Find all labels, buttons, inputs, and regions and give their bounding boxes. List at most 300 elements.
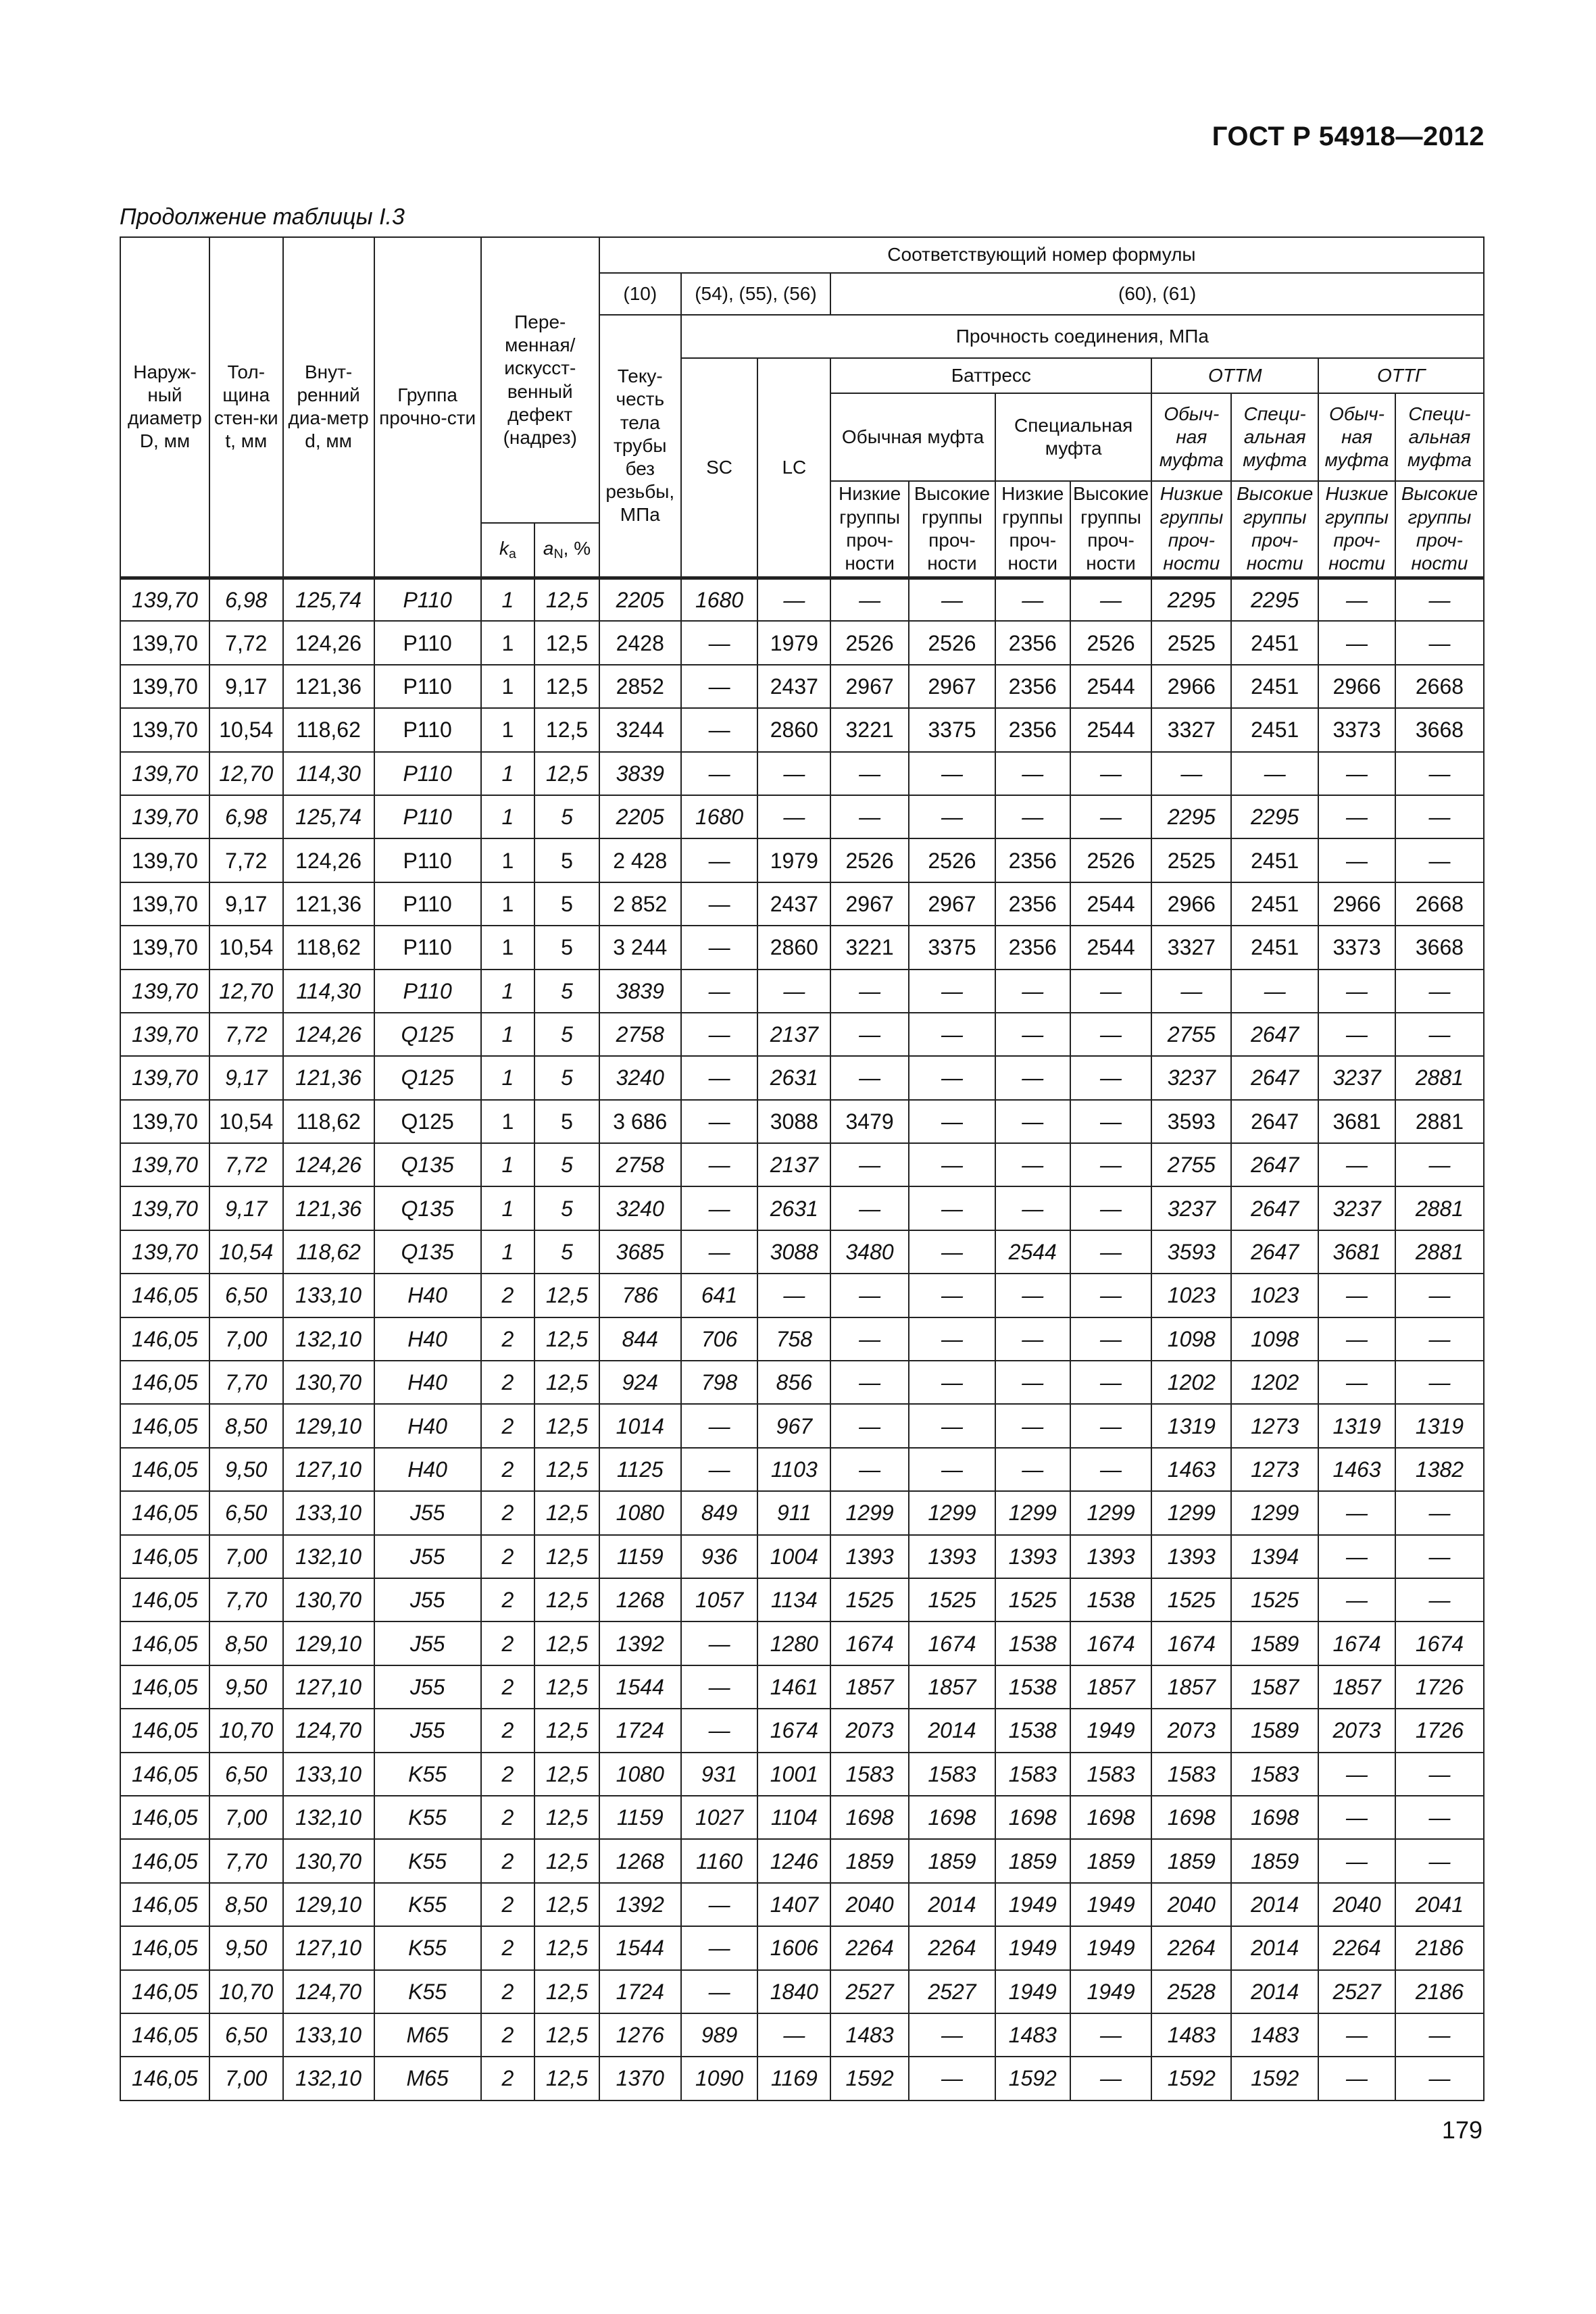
table-cell: 10,70: [209, 1709, 283, 1752]
table-cell: 146,05: [120, 1578, 209, 1621]
table-cell: 1674: [1395, 1621, 1484, 1665]
table-cell: 856: [757, 1361, 830, 1404]
table-cell: 2451: [1231, 838, 1318, 882]
table-cell: H40: [374, 1361, 481, 1404]
table-cell: 2040: [1151, 1883, 1231, 1926]
table-cell: 2295: [1231, 578, 1318, 621]
table-cell: J55: [374, 1665, 481, 1709]
header-formula-54: (54), (55), (56): [681, 273, 831, 315]
table-cell: 1583: [830, 1753, 909, 1796]
header-low-groups: Низкие группы проч-ности: [1151, 481, 1231, 578]
table-cell: —: [681, 1404, 758, 1447]
table-cell: 1280: [757, 1621, 830, 1665]
table-cell: P110: [374, 926, 481, 969]
table-cell: 1949: [1070, 1970, 1152, 2013]
table-cell: 3681: [1318, 1230, 1395, 1274]
header-formula-60: (60), (61): [830, 273, 1484, 315]
table-cell: 146,05: [120, 1970, 209, 2013]
table-cell: 931: [681, 1753, 758, 1796]
table-cell: 1299: [1231, 1491, 1318, 1534]
table-cell: 2356: [995, 665, 1070, 708]
table-cell: —: [1070, 1317, 1152, 1361]
table-cell: 12,5: [534, 1317, 599, 1361]
table-cell: —: [681, 1186, 758, 1230]
table-cell: —: [1318, 838, 1395, 882]
table-cell: 3221: [830, 926, 909, 969]
table-cell: 2668: [1395, 665, 1484, 708]
table-cell: Q135: [374, 1143, 481, 1186]
table-cell: 2881: [1395, 1100, 1484, 1143]
table-cell: —: [1070, 2013, 1152, 2057]
table-cell: —: [681, 1230, 758, 1274]
table-cell: —: [1318, 578, 1395, 621]
table-cell: —: [909, 1100, 995, 1143]
table-cell: 2356: [995, 621, 1070, 664]
table-cell: 2: [481, 1926, 535, 1969]
table-cell: 3240: [599, 1056, 681, 1099]
table-cell: P110: [374, 838, 481, 882]
table-cell: K55: [374, 1970, 481, 2013]
table-cell: K55: [374, 1753, 481, 1796]
table-cell: 2755: [1151, 1143, 1231, 1186]
table-cell: 1857: [1070, 1665, 1152, 1709]
table-cell: 1273: [1231, 1448, 1318, 1491]
table-cell: 1698: [1070, 1796, 1152, 1839]
table-cell: 2014: [1231, 1926, 1318, 1969]
table-cell: —: [995, 1448, 1070, 1491]
table-cell: 2: [481, 2057, 535, 2100]
table-cell: 2356: [995, 838, 1070, 882]
table-cell: 2525: [1151, 838, 1231, 882]
table-cell: 139,70: [120, 1186, 209, 1230]
table-cell: —: [681, 1970, 758, 2013]
table-cell: 3839: [599, 970, 681, 1013]
table-cell: 3839: [599, 752, 681, 795]
table-cell: 2: [481, 1535, 535, 1578]
table-cell: 3327: [1151, 926, 1231, 969]
table-cell: —: [1395, 1491, 1484, 1534]
table-cell: 2966: [1151, 882, 1231, 926]
page-number: 179: [1441, 2116, 1482, 2144]
table-cell: —: [1070, 970, 1152, 1013]
table-cell: 1949: [995, 1970, 1070, 2013]
header-outer-diameter: Наруж-ный диаметр D, мм: [120, 237, 209, 578]
table-cell: 146,05: [120, 1665, 209, 1709]
table-cell: 3375: [909, 926, 995, 969]
table-cell: 12,5: [534, 1970, 599, 2013]
table-cell: 1840: [757, 1970, 830, 2013]
table-cell: 1674: [830, 1621, 909, 1665]
table-cell: 127,10: [283, 1665, 374, 1709]
table-cell: 3237: [1151, 1186, 1231, 1230]
table-cell: 1680: [681, 578, 758, 621]
table-cell: —: [909, 1274, 995, 1317]
table-cell: —: [1395, 1535, 1484, 1578]
table-cell: 1: [481, 1013, 535, 1056]
table-cell: —: [830, 1056, 909, 1099]
table-cell: —: [1395, 2013, 1484, 2057]
table-cell: 1698: [830, 1796, 909, 1839]
table-cell: 5: [534, 838, 599, 882]
table-cell: —: [1070, 1013, 1152, 1056]
table-cell: 139,70: [120, 665, 209, 708]
table-cell: —: [1395, 1143, 1484, 1186]
table-cell: 146,05: [120, 1274, 209, 1317]
table-cell: 9,17: [209, 665, 283, 708]
table-cell: —: [1070, 1230, 1152, 1274]
table-cell: —: [681, 1665, 758, 1709]
table-cell: 3221: [830, 708, 909, 751]
table-cell: 2525: [1151, 621, 1231, 664]
table-cell: 12,5: [534, 1448, 599, 1491]
table-cell: —: [1318, 1796, 1395, 1839]
table-cell: 1268: [599, 1578, 681, 1621]
table-cell: —: [909, 2057, 995, 2100]
table-cell: 2544: [1070, 882, 1152, 926]
table-cell: 1859: [1231, 1839, 1318, 1882]
table-cell: 1202: [1151, 1361, 1231, 1404]
table-cell: 758: [757, 1317, 830, 1361]
table-cell: 2758: [599, 1013, 681, 1056]
table-cell: 3237: [1318, 1186, 1395, 1230]
table-cell: 139,70: [120, 1100, 209, 1143]
table-cell: 2: [481, 1317, 535, 1361]
table-cell: —: [1070, 1404, 1152, 1447]
table-cell: 7,70: [209, 1839, 283, 1882]
table-cell: 1393: [995, 1535, 1070, 1578]
table-cell: 124,26: [283, 1013, 374, 1056]
table-row: [120, 1753, 1484, 1796]
table-cell: 1370: [599, 2057, 681, 2100]
table-cell: 2967: [909, 665, 995, 708]
table-cell: 2: [481, 1796, 535, 1839]
table-cell: —: [830, 1361, 909, 1404]
table-cell: 7,70: [209, 1578, 283, 1621]
table-cell: 6,50: [209, 1753, 283, 1796]
table-cell: —: [830, 970, 909, 1013]
table-cell: 1299: [1070, 1491, 1152, 1534]
table-cell: 3479: [830, 1100, 909, 1143]
table-cell: 12,5: [534, 578, 599, 621]
table-row: [120, 1404, 1484, 1447]
table-row: [120, 795, 1484, 838]
table-cell: —: [1318, 2013, 1395, 2057]
table-cell: 1: [481, 621, 535, 664]
table-cell: 133,10: [283, 1753, 374, 1796]
table-cell: —: [1231, 752, 1318, 795]
table-cell: 706: [681, 1317, 758, 1361]
table-cell: 1: [481, 708, 535, 751]
table-cell: 114,30: [283, 752, 374, 795]
table-cell: 1394: [1231, 1535, 1318, 1578]
header-high-groups: Высокие группы проч-ности: [909, 481, 995, 578]
table-cell: —: [995, 795, 1070, 838]
table-cell: 1859: [995, 1839, 1070, 1882]
table-cell: —: [830, 1317, 909, 1361]
table-cell: 1169: [757, 2057, 830, 2100]
table-cell: 924: [599, 1361, 681, 1404]
table-cell: 132,10: [283, 2057, 374, 2100]
table-cell: 1103: [757, 1448, 830, 1491]
table-cell: 5: [534, 1186, 599, 1230]
table-cell: 1949: [1070, 1926, 1152, 1969]
table-cell: 2647: [1231, 1230, 1318, 1274]
table-cell: —: [1318, 1274, 1395, 1317]
table-cell: —: [1318, 1578, 1395, 1621]
table-cell: —: [1395, 1753, 1484, 1796]
table-cell: K55: [374, 1796, 481, 1839]
table-cell: 6,50: [209, 1491, 283, 1534]
table-cell: 1583: [995, 1753, 1070, 1796]
table-cell: 1393: [1151, 1535, 1231, 1578]
table-cell: —: [1395, 1361, 1484, 1404]
table-row: [120, 1883, 1484, 1926]
table-cell: 2544: [995, 1230, 1070, 1274]
table-cell: 121,36: [283, 882, 374, 926]
table-cell: 2647: [1231, 1100, 1318, 1143]
table-cell: 12,5: [534, 1883, 599, 1926]
table-cell: 2966: [1318, 665, 1395, 708]
table-cell: 2: [481, 2013, 535, 2057]
table-cell: 1080: [599, 1491, 681, 1534]
table-cell: 1589: [1231, 1621, 1318, 1665]
header-high-groups: Высокие группы проч-ности: [1231, 481, 1318, 578]
table-cell: 2526: [1070, 621, 1152, 664]
table-cell: 2437: [757, 665, 830, 708]
table-cell: P110: [374, 665, 481, 708]
table-cell: 124,70: [283, 1970, 374, 2013]
table-cell: 7,00: [209, 1796, 283, 1839]
table-cell: 1538: [995, 1621, 1070, 1665]
table-cell: 12,5: [534, 1926, 599, 1969]
table-cell: 146,05: [120, 1839, 209, 1882]
table-cell: —: [1231, 970, 1318, 1013]
table-cell: 2: [481, 1753, 535, 1796]
table-cell: 1525: [909, 1578, 995, 1621]
table-cell: 2: [481, 1709, 535, 1752]
table-cell: 1674: [1318, 1621, 1395, 1665]
table-cell: Q125: [374, 1013, 481, 1056]
table-cell: 1104: [757, 1796, 830, 1839]
table-cell: P110: [374, 970, 481, 1013]
table-row: [120, 1796, 1484, 1839]
table-cell: 1299: [995, 1491, 1070, 1534]
table-cell: 9,17: [209, 882, 283, 926]
table-cell: 2264: [830, 1926, 909, 1969]
table-cell: —: [681, 1448, 758, 1491]
table-cell: 2356: [995, 926, 1070, 969]
table-row: [120, 1317, 1484, 1361]
table-cell: —: [830, 752, 909, 795]
table-cell: 1392: [599, 1621, 681, 1665]
table-cell: 1949: [995, 1926, 1070, 1969]
table-cell: —: [1151, 970, 1231, 1013]
table-cell: 2205: [599, 578, 681, 621]
table-cell: 132,10: [283, 1796, 374, 1839]
table-cell: 1583: [1151, 1753, 1231, 1796]
table-cell: —: [1070, 1361, 1152, 1404]
table-cell: —: [1318, 795, 1395, 838]
table-cell: 5: [534, 970, 599, 1013]
table-cell: 1592: [830, 2057, 909, 2100]
table-cell: —: [1318, 621, 1395, 664]
table-cell: —: [681, 1926, 758, 1969]
table-cell: 1859: [1070, 1839, 1152, 1882]
header-ka: $k_a$: [481, 523, 535, 578]
table-cell: 1698: [1151, 1796, 1231, 1839]
table-cell: 139,70: [120, 926, 209, 969]
table-cell: 1525: [1231, 1578, 1318, 1621]
table-cell: —: [757, 2013, 830, 2057]
table-row: [120, 1535, 1484, 1578]
table-cell: 139,70: [120, 795, 209, 838]
table-cell: 2295: [1151, 578, 1231, 621]
table-cell: —: [1070, 1274, 1152, 1317]
table-cell: —: [681, 1143, 758, 1186]
table-cell: 6,98: [209, 795, 283, 838]
table-cell: 2014: [1231, 1883, 1318, 1926]
table-row: [120, 1578, 1484, 1621]
table-cell: 146,05: [120, 1361, 209, 1404]
header-inner-diameter: Внут-ренний диа-метр d, мм: [283, 237, 374, 578]
table-cell: 124,26: [283, 838, 374, 882]
table-cell: 3237: [1151, 1056, 1231, 1099]
table-cell: —: [909, 1448, 995, 1491]
table-cell: 10,54: [209, 708, 283, 751]
table-cell: 1949: [1070, 1883, 1152, 1926]
table-cell: —: [1070, 2057, 1152, 2100]
table-cell: —: [757, 1274, 830, 1317]
table-cell: 146,05: [120, 1883, 209, 1926]
table-cell: 146,05: [120, 1317, 209, 1361]
table-cell: —: [681, 1883, 758, 1926]
table-cell: —: [909, 1361, 995, 1404]
table-cell: 124,26: [283, 621, 374, 664]
table-cell: —: [995, 970, 1070, 1013]
table-row: [120, 1665, 1484, 1709]
table-cell: —: [681, 838, 758, 882]
table-cell: 1: [481, 665, 535, 708]
table-cell: 3593: [1151, 1100, 1231, 1143]
table-cell: P110: [374, 882, 481, 926]
table-cell: 3668: [1395, 708, 1484, 751]
table-cell: 1: [481, 752, 535, 795]
table-row: [120, 578, 1484, 621]
table-row: [120, 1186, 1484, 1230]
table-cell: —: [681, 882, 758, 926]
table-cell: —: [681, 1013, 758, 1056]
table-cell: 2647: [1231, 1013, 1318, 1056]
table-cell: —: [757, 970, 830, 1013]
table-cell: 1857: [909, 1665, 995, 1709]
table-cell: —: [1395, 1578, 1484, 1621]
table-cell: 6,98: [209, 578, 283, 621]
table-cell: 8,50: [209, 1883, 283, 1926]
table-cell: 2647: [1231, 1056, 1318, 1099]
table-cell: —: [995, 1100, 1070, 1143]
table-cell: H40: [374, 1274, 481, 1317]
header-buttress-regular: Обычная муфта: [830, 393, 995, 481]
table-cell: 1483: [1231, 2013, 1318, 2057]
table-cell: 139,70: [120, 578, 209, 621]
table-cell: 3088: [757, 1100, 830, 1143]
table-cell: —: [757, 795, 830, 838]
table-cell: 1246: [757, 1839, 830, 1882]
table-cell: 12,5: [534, 1404, 599, 1447]
table-cell: 1589: [1231, 1709, 1318, 1752]
table-cell: 1: [481, 578, 535, 621]
table-cell: 146,05: [120, 1709, 209, 1752]
table-cell: 2451: [1231, 708, 1318, 751]
table-cell: 1: [481, 1100, 535, 1143]
table-cell: 12,5: [534, 1709, 599, 1752]
table-cell: 911: [757, 1491, 830, 1534]
table-cell: H40: [374, 1404, 481, 1447]
table-cell: 12,5: [534, 1491, 599, 1534]
table-cell: —: [909, 2013, 995, 2057]
table-cell: 129,10: [283, 1404, 374, 1447]
table-cell: 2967: [909, 882, 995, 926]
table-cell: 7,00: [209, 2057, 283, 2100]
table-cell: 2451: [1231, 665, 1318, 708]
table-cell: 146,05: [120, 1621, 209, 1665]
table-cell: 1202: [1231, 1361, 1318, 1404]
table-cell: K55: [374, 1839, 481, 1882]
table-cell: 1587: [1231, 1665, 1318, 1709]
table-cell: —: [909, 970, 995, 1013]
table-cell: 12,5: [534, 1796, 599, 1839]
table-cell: 139,70: [120, 970, 209, 1013]
table-cell: 146,05: [120, 1535, 209, 1578]
table-cell: 12,5: [534, 752, 599, 795]
table-cell: 3593: [1151, 1230, 1231, 1274]
table-cell: P110: [374, 752, 481, 795]
table-cell: 1724: [599, 1970, 681, 2013]
table-cell: —: [830, 1143, 909, 1186]
table-row: [120, 1621, 1484, 1665]
table-cell: 9,17: [209, 1056, 283, 1099]
table-cell: 3240: [599, 1186, 681, 1230]
table-cell: 2966: [1318, 882, 1395, 926]
table-cell: 2451: [1231, 882, 1318, 926]
table-cell: 2967: [830, 882, 909, 926]
table-cell: 3685: [599, 1230, 681, 1274]
table-cell: 1299: [1151, 1491, 1231, 1534]
table-cell: 12,5: [534, 2057, 599, 2100]
header-wall-thickness: Тол-щина стен-ки t, мм: [209, 237, 283, 578]
table-cell: 12,5: [534, 1361, 599, 1404]
table-cell: —: [1395, 795, 1484, 838]
table-cell: —: [995, 752, 1070, 795]
table-cell: 132,10: [283, 1317, 374, 1361]
table-cell: —: [909, 1186, 995, 1230]
table-row: [120, 970, 1484, 1013]
table-cell: 2526: [830, 621, 909, 664]
header-yield-body: Теку-честь тела трубы без резьбы, МПа: [599, 315, 681, 578]
table-cell: 12,5: [534, 1839, 599, 1882]
table-cell: 1319: [1395, 1404, 1484, 1447]
table-row: [120, 665, 1484, 708]
table-cell: 2: [481, 1621, 535, 1665]
table-cell: 2073: [830, 1709, 909, 1752]
table-cell: 2040: [1318, 1883, 1395, 1926]
table-cell: 1859: [909, 1839, 995, 1882]
table-cell: 118,62: [283, 1100, 374, 1143]
table-cell: —: [909, 1013, 995, 1056]
table-cell: 1674: [909, 1621, 995, 1665]
table-cell: 12,70: [209, 970, 283, 1013]
table-cell: 1023: [1231, 1274, 1318, 1317]
